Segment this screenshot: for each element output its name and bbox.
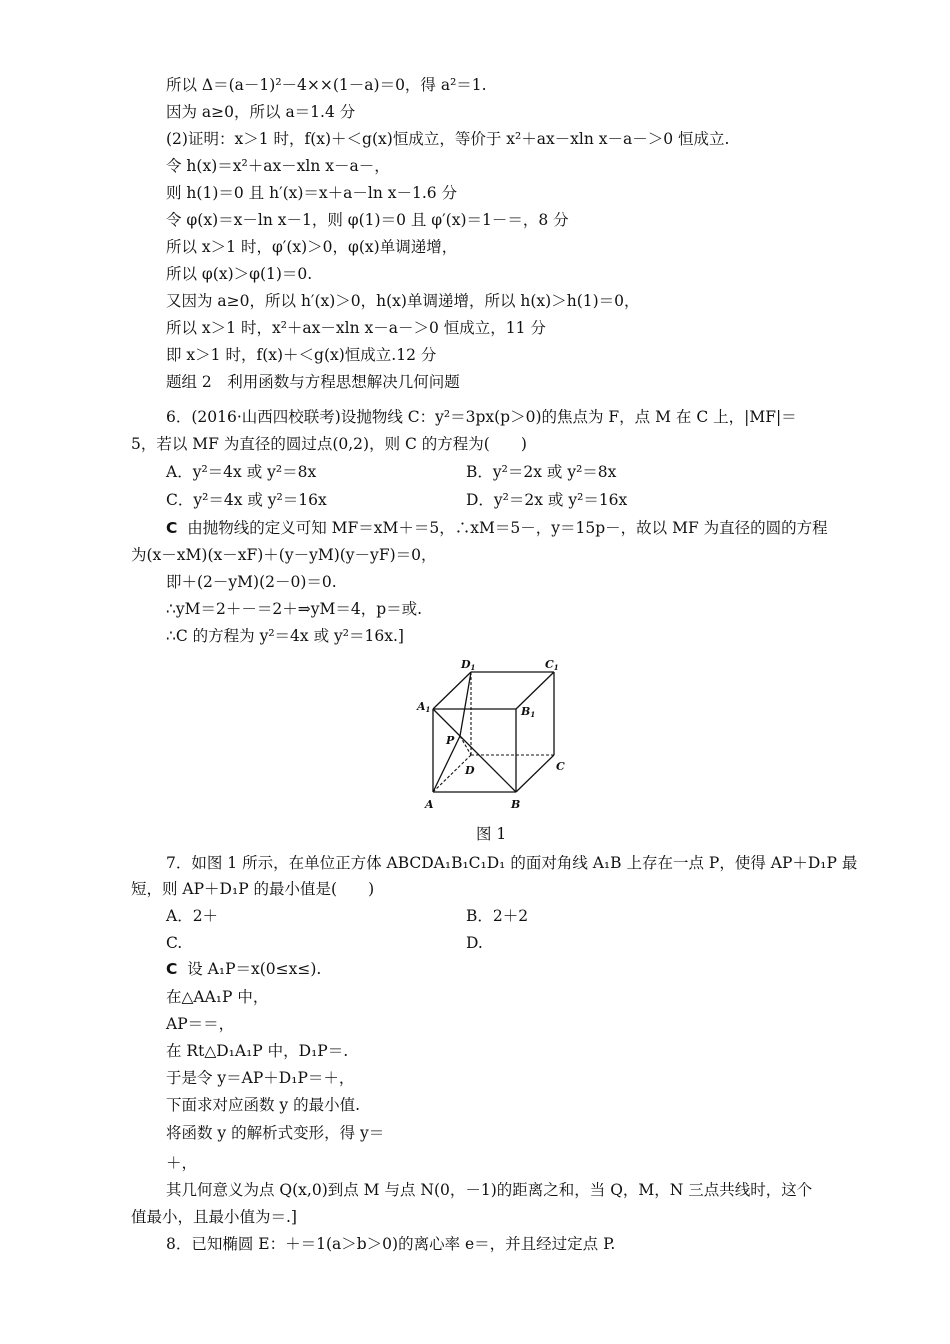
label-a: A	[425, 798, 434, 811]
question-6-stem-cont: 5，若以 MF 为直径的圆过点(0,2)，则 C 的方程为( )	[131, 435, 527, 453]
q6-solution-line	[166, 517, 828, 539]
text-line: 即 x＞1 时，f(x)＋＜g(x)恒成立.12 分	[166, 346, 437, 364]
text-line: 下面求对应函数 y 的最小值.	[166, 1096, 361, 1114]
q7-answer: C	[166, 960, 178, 978]
label-b: B	[511, 798, 521, 811]
text-line: 令 h(x)＝x²＋ax－xln x－a－，	[166, 157, 390, 175]
text-line: 即＋(2－yM)(2－0)＝0.	[166, 573, 337, 591]
question-8-stem: 8．已知椭圆 E：＋＝1(a＞b＞0)的离心率 e＝，并且经过定点 P.	[166, 1235, 616, 1253]
text-line: AP＝＝，	[166, 1015, 235, 1033]
question-7-stem-cont: 短，则 AP＋D₁P 的最小值是( )	[131, 880, 375, 898]
question-6-stem: 6．(2016·山西四校联考)设抛物线 C：y²＝3px(p＞0)的焦点为 F，点 M 在 C 上，|MF|＝	[166, 408, 797, 426]
label-d: D	[465, 764, 475, 777]
text-line: 则 h(1)＝0 且 h′(x)＝x＋a－ln x－1.6 分	[166, 184, 458, 202]
label-p: P	[446, 734, 455, 747]
text-line: 所以 φ(x)＞φ(1)＝0.	[166, 265, 313, 283]
q7-solution-line	[166, 958, 321, 980]
text-line: 在 Rt△D₁A₁P 中，D₁P＝.	[166, 1042, 349, 1060]
question-7-stem: 7．如图 1 所示，在单位正方体 ABCDA₁B₁C₁D₁ 的面对角线 A₁B 上存在一点 P，使得 AP＋D₁P 最	[166, 854, 858, 872]
text-line: 令 φ(x)＝x－ln x－1，则 φ(1)＝0 且 φ′(x)＝1－＝，8 分	[166, 211, 569, 229]
label-b1: B1	[521, 705, 536, 719]
q6-option-d: D．y²＝2x 或 y²＝16x	[466, 491, 628, 509]
label-d1: D1	[461, 658, 476, 672]
q7-solution-text: 设 A₁P＝x(0≤x≤).	[187, 960, 322, 978]
section-heading: 题组 2 利用函数与方程思想解决几何问题	[166, 373, 460, 391]
q6-option-b: B．y²＝2x 或 y²＝8x	[466, 463, 617, 481]
text-line: ∴yM＝2＋－＝2＋⇒yM＝4，p＝或.	[166, 600, 423, 618]
q6-answer: C	[166, 519, 178, 537]
edge-b-c	[516, 755, 554, 792]
edge-b1-c1	[516, 672, 554, 709]
text-line: 为(x－xM)(x－xF)＋(y－yM)(y－yF)＝0，	[131, 546, 437, 564]
text-line: 所以 x＞1 时，x²＋ax－xln x－a－＞0 恒成立，11 分	[166, 319, 546, 337]
text-line: 于是令 y＝AP＋D₁P＝＋，	[166, 1069, 355, 1087]
text-line: ＋，	[166, 1154, 198, 1172]
label-a1: A1	[417, 700, 431, 714]
text-line: 其几何意义为点 Q(x,0)到点 M 与点 N(0，－1)的距离之和，当 Q，M，N 三点共线时，这个	[166, 1181, 813, 1199]
label-c1: C1	[545, 658, 559, 672]
text-line: 所以 x＞1 时，φ′(x)＞0，φ(x)单调递增，	[166, 238, 458, 256]
q7-option-d: D.	[466, 934, 483, 952]
text-line: (2)证明：x＞1 时，f(x)＋＜g(x)恒成立，等价于 x²＋ax－xln x－a－＞0 恒成立.	[166, 130, 730, 148]
q6-option-c: C．y²＝4x 或 y²＝16x	[166, 491, 327, 509]
text-line: 将函数 y 的解析式变形，得 y＝	[166, 1124, 385, 1142]
text-line: 所以 Δ＝(a－1)²－4××(1－a)＝0，得 a²＝1.	[166, 76, 487, 94]
text-line: 值最小，且最小值为＝.]	[131, 1208, 297, 1226]
label-c: C	[556, 760, 565, 773]
cube-figure	[405, 652, 575, 822]
text-line: 因为 a≥0，所以 a＝1.4 分	[166, 103, 356, 121]
q7-option-b: B．2＋2	[466, 907, 529, 925]
q6-solution-text: 由抛物线的定义可知 MF＝xM＋＝5，∴xM＝5－，y＝15p－，故以 MF 为直径的圆的方程	[187, 519, 828, 537]
figure-caption: 图 1	[476, 825, 507, 843]
q7-option-c: C.	[166, 934, 183, 952]
q6-option-a: A．y²＝4x 或 y²＝8x	[166, 463, 317, 481]
text-line: ∴C 的方程为 y²＝4x 或 y²＝16x.]	[166, 627, 404, 645]
q7-option-a: A．2＋	[166, 907, 219, 925]
text-line: 在△AA₁P 中，	[166, 988, 269, 1006]
text-line: 又因为 a≥0，所以 h′(x)＞0，h(x)单调递增，所以 h(x)＞h(1)＝0，	[166, 292, 640, 310]
